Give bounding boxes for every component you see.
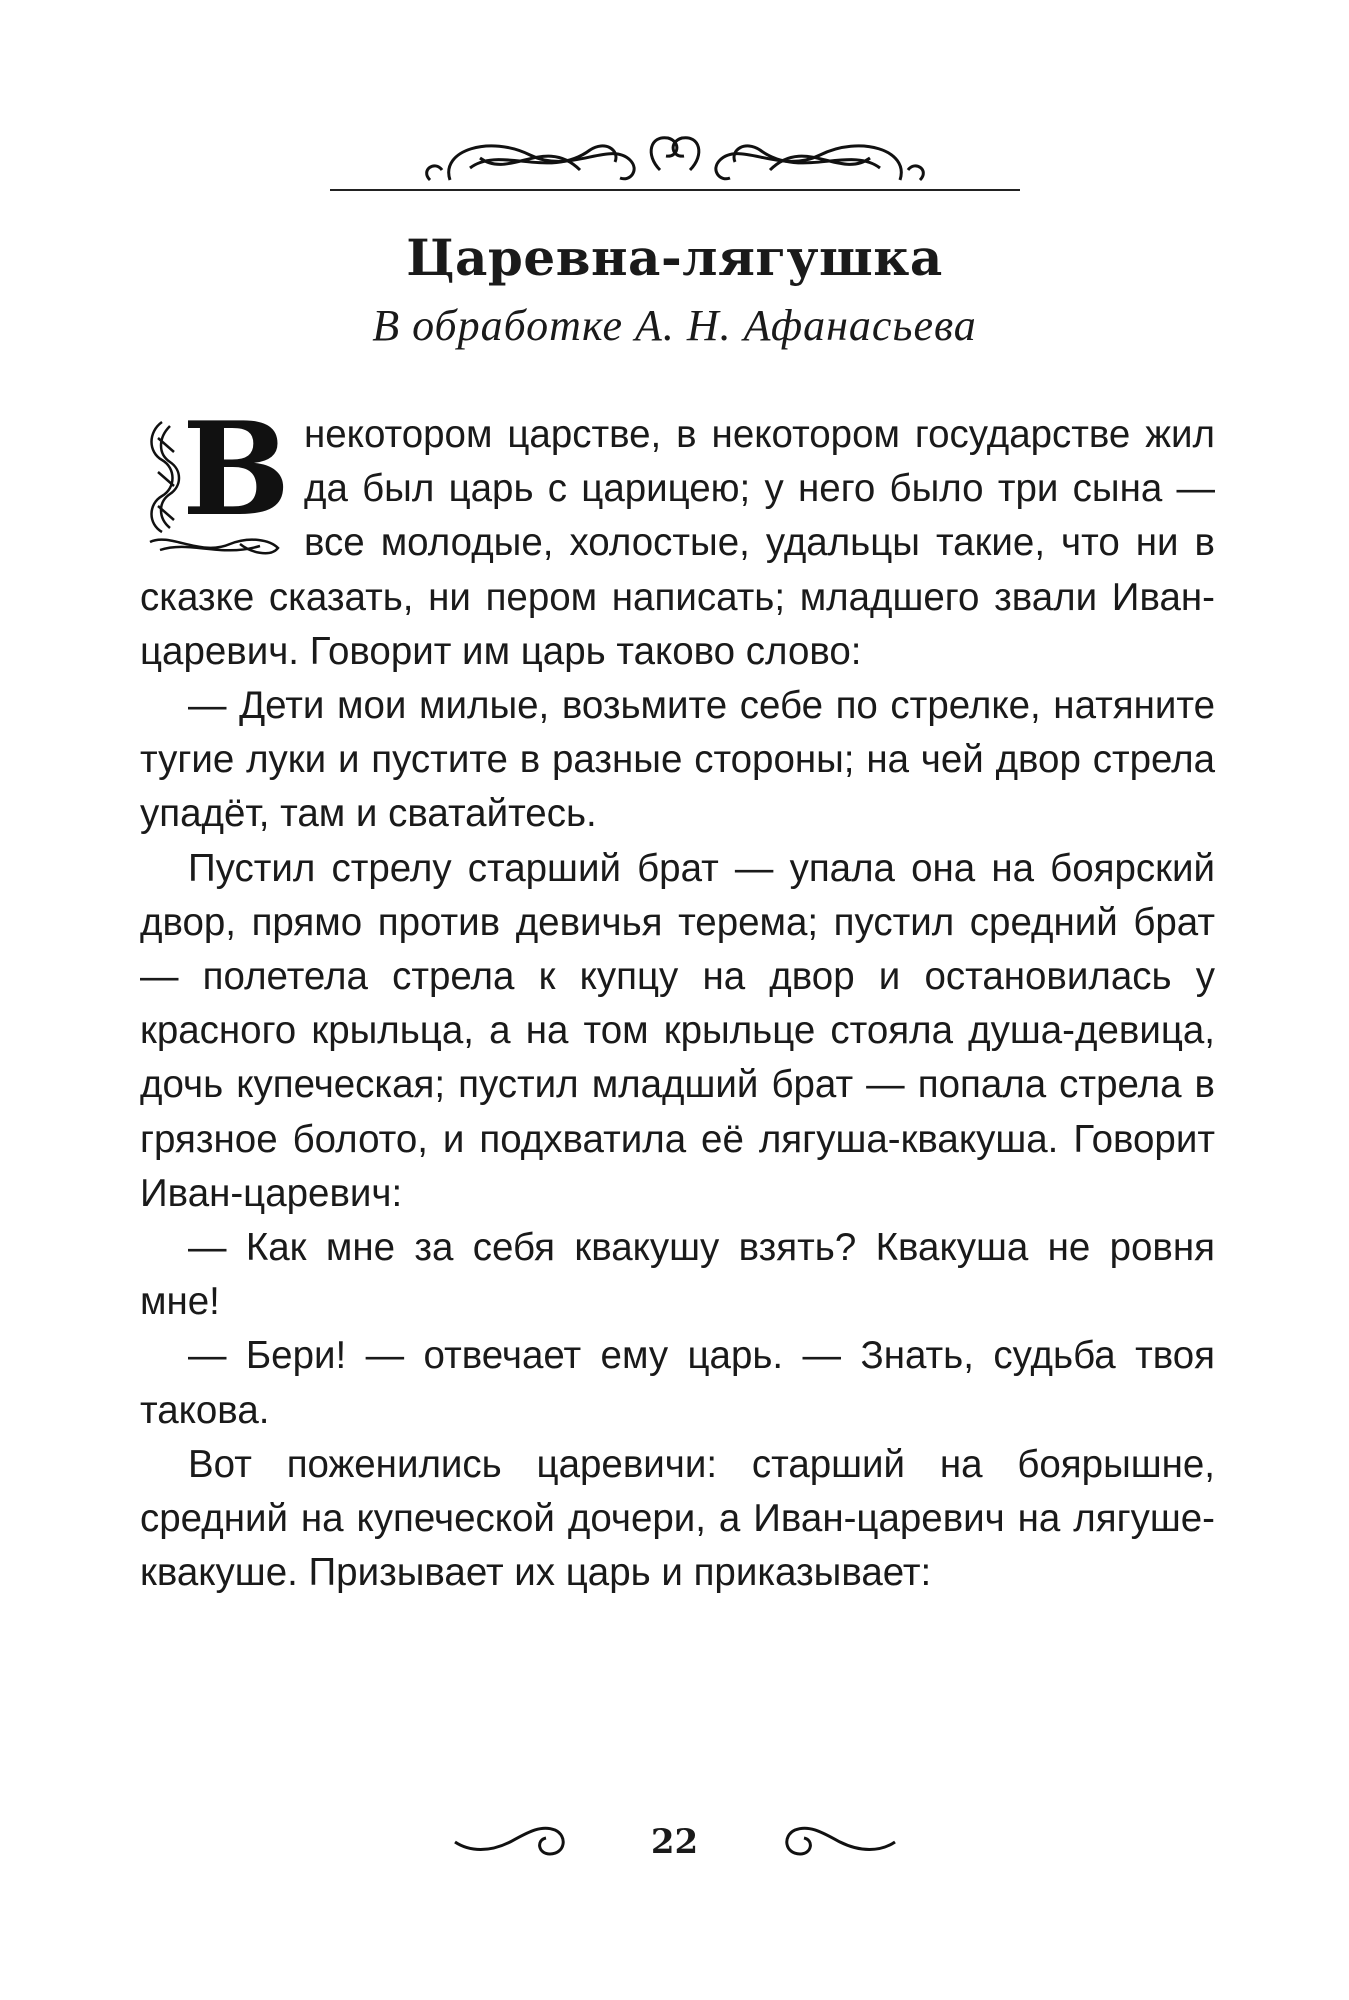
paragraph: Вот поженились царевичи: старший на боярышне, средний на купеческой дочери, а Иван-царевич на лягуше-квакуше. Призывает их царь и приказывает: <box>140 1442 1215 1595</box>
story-subtitle: В обработке А. Н. Афанасьева <box>372 301 977 350</box>
header-ornament-icon <box>330 110 1020 205</box>
footer-right-flourish-icon <box>780 1812 900 1862</box>
paragraph <box>140 395 1215 679</box>
story-title: Царевна-лягушка <box>406 228 943 287</box>
paragraph: — Бери! — отвечает ему царь. — Знать, судьба твоя такова. <box>140 1334 1215 1432</box>
page-number: 22 <box>650 1822 699 1862</box>
dropcap <box>140 395 291 560</box>
paragraph: Пустил стрелу старший брат — упала она на боярский двор, прямо против девичья терема; пустил средний брат — полетела стрела к купцу на двор и остановилась у красного крыльца, а на том крыльце стояла душа-девица, дочь купеческая; пустил младший брат — попала стрела в грязное болото, и подхватила её лягуша-квакуша. Говорит Иван-царевич: <box>140 846 1215 1215</box>
paragraph: — Как мне за себя квакушу взять? Квакуша не ровня мне! <box>140 1226 1215 1324</box>
paragraph: — Дети мои милые, возьмите себе по стрелке, натяните тугие луки и пустите в разные стороны; на чей двор стрела упадёт, там и сватайтесь. <box>140 684 1215 836</box>
story-body <box>140 395 1215 1600</box>
dropcap-letter: В <box>182 395 291 545</box>
paragraph-text: некотором царстве, в некотором государстве жил да был царь с царицею; у него было три сына — все молодые, холостые, удальцы такие, что ни в сказке сказать, ни пером написать; младшего звали Иван-царевич. Говорит им царь таково слово: <box>140 413 1215 673</box>
page-footer <box>0 1812 1349 1872</box>
